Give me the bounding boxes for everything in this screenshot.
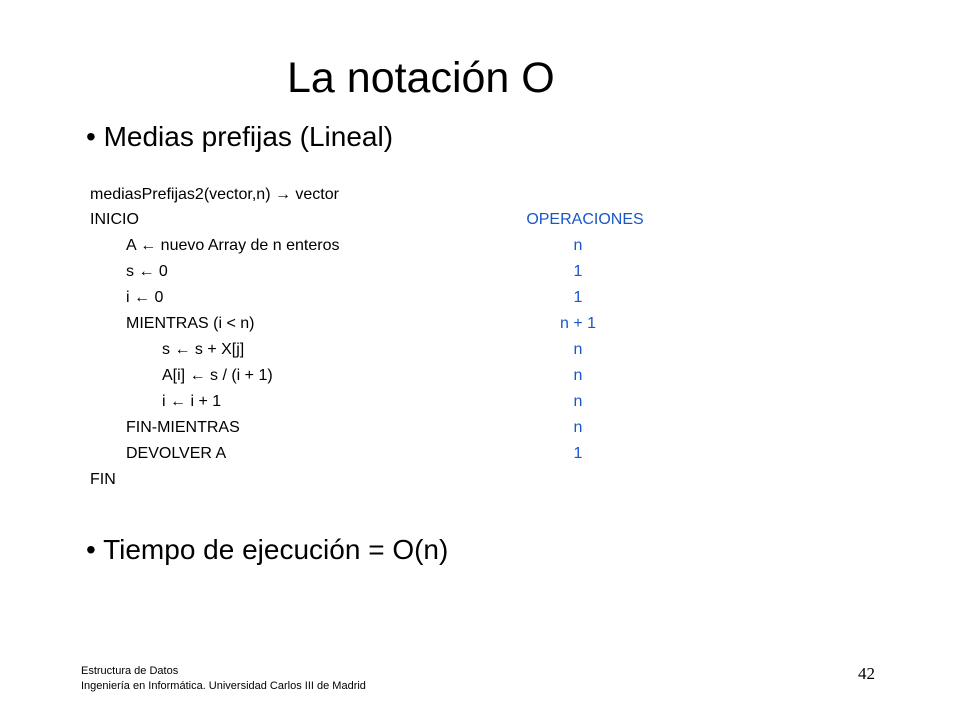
code-line-i-update: i ← i + 1 — [162, 393, 222, 410]
bullet-tiempo-ejecucion: • Tiempo de ejecución = O(n) — [86, 534, 449, 565]
operation-count: n — [573, 341, 583, 358]
operation-count: n — [573, 419, 583, 436]
operation-count: n — [573, 237, 583, 254]
code-line-array: A ← nuevo Array de n enteros — [126, 237, 340, 254]
code-line-i-init: i ← 0 — [126, 289, 164, 306]
code-line-signature: mediasPrefijas2(vector,n) → vector — [90, 186, 339, 203]
footer-institution: Ingeniería en Informática. Universidad Carlos III de Madrid — [81, 680, 366, 692]
code-line-mientras: MIENTRAS (i < n) — [126, 315, 255, 332]
code-line-devolver: DEVOLVER A — [126, 445, 227, 462]
page-number: 42 — [858, 664, 875, 683]
operation-count: n — [573, 367, 583, 384]
code-line-a-update: A[i] ← s / (i + 1) — [162, 367, 273, 384]
operations-header: OPERACIONES — [526, 211, 644, 228]
code-line-fin-mientras: FIN-MIENTRAS — [126, 419, 240, 436]
code-line-fin: FIN — [90, 471, 116, 488]
footer-course: Estructura de Datos — [81, 665, 179, 677]
operation-count: 1 — [573, 289, 583, 306]
operation-count: 1 — [573, 445, 583, 462]
code-line-s-update: s ← s + X[j] — [162, 341, 245, 358]
operation-count: 1 — [573, 263, 583, 280]
operation-count: n + 1 — [559, 315, 597, 332]
code-line-s-init: s ← 0 — [126, 263, 168, 280]
slide-title: La notación O — [287, 54, 555, 102]
code-line-inicio: INICIO — [90, 211, 139, 228]
operation-count: n — [573, 393, 583, 410]
bullet-medias-prefijas: • Medias prefijas (Lineal) — [86, 121, 394, 152]
